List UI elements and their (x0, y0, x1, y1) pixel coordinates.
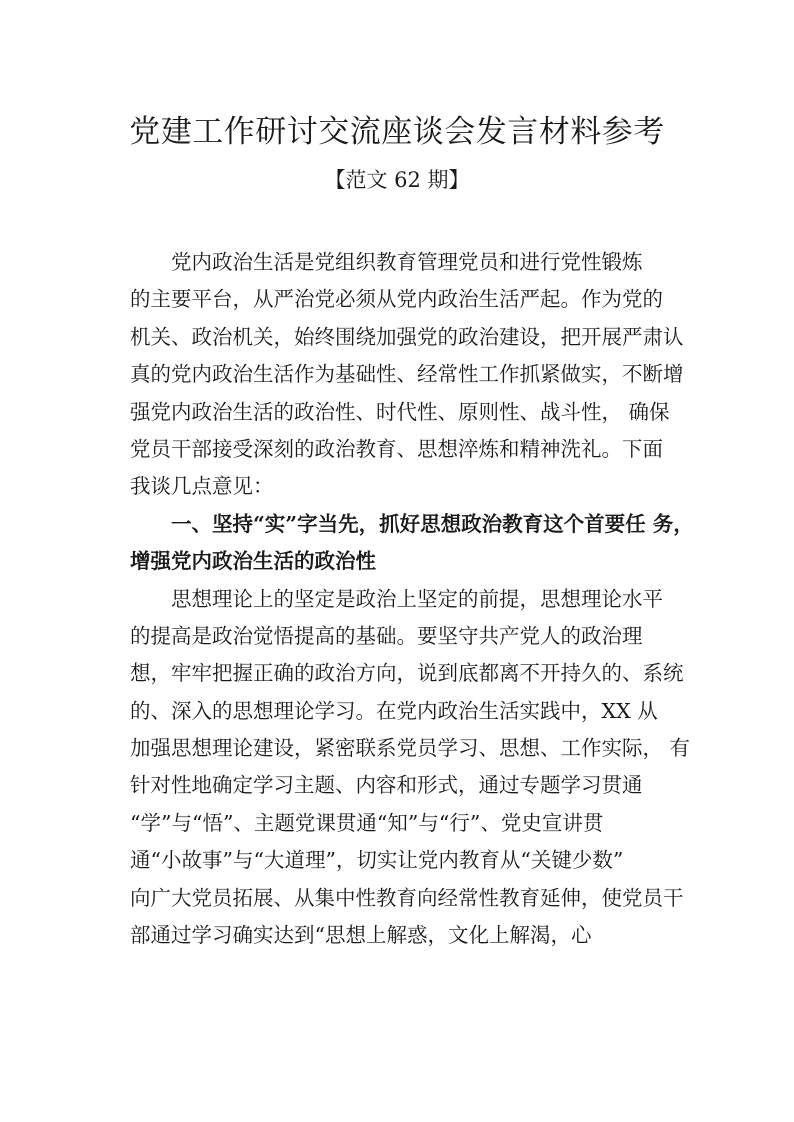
paragraph-line: 针对性地确定学习主题、内容和形式，通过专题学习贯通 (130, 773, 643, 798)
paragraph-line: 党员干部接受深刻的政治教育、思想淬炼和精神洗礼。下面 (130, 436, 663, 461)
paragraph-line: 向广大党员拓展、从集中性教育向经常性教育延伸，使党员干 (130, 885, 684, 910)
document-body (130, 244, 698, 954)
paragraph-line: 加强思想理论建设，紧密联系党员学习、思想、工作实际， 有 (130, 736, 691, 761)
document-title: 党建工作研讨交流座谈会发言材料参考 (129, 114, 665, 150)
paragraph-line: 想，牢牢把握正确的政治方向，说到底都离不开持久的、系统 (130, 661, 684, 686)
section-heading-line: 一、坚持“实”字当先，抓好思想政治教育这个首要任 务， (171, 511, 694, 536)
paragraph-line: 机关、政治机关，始终围绕加强党的政治建设，把开展严肃认 (130, 324, 684, 349)
paragraph-line: 我谈几点意见： (130, 474, 274, 499)
paragraph-line: 真的党内政治生活作为基础性、经常性工作抓紧做实，不断增 (130, 362, 684, 387)
paragraph-line: 强党内政治生活的政治性、时代性、原则性、战斗性， 确保 (130, 399, 670, 424)
paragraph-line: 思想理论上的坚定是政治上坚定的前提，思想理论水平 (171, 586, 663, 611)
document-subtitle: 【范文 62 期】 (324, 168, 470, 192)
paragraph-line: 的主要平台，从严治党必须从党内政治生活严起。作为党的 (130, 287, 663, 312)
paragraph-line: 的提高是政治觉悟提高的基础。要坚守共产党人的政治理 (130, 623, 643, 648)
paragraph-line: 的、深入的思想理论学习。在党内政治生活实践中，XX 从 (130, 698, 658, 723)
paragraph-line: “学”与“悟”、主题党课贯通“知”与“行”、党史宣讲贯 (130, 810, 604, 835)
section-heading-line: 增强党内政治生活的政治性 (130, 549, 376, 574)
paragraph-line: 党内政治生活是党组织教育管理党员和进行党性锻炼 (171, 250, 643, 274)
paragraph-line: 部通过学习确实达到“思想上解惑，文化上解渴，心 (130, 923, 592, 948)
paragraph-line: 通“小故事”与“大道理”，切实让党内教育从“关键少数” (130, 848, 624, 873)
